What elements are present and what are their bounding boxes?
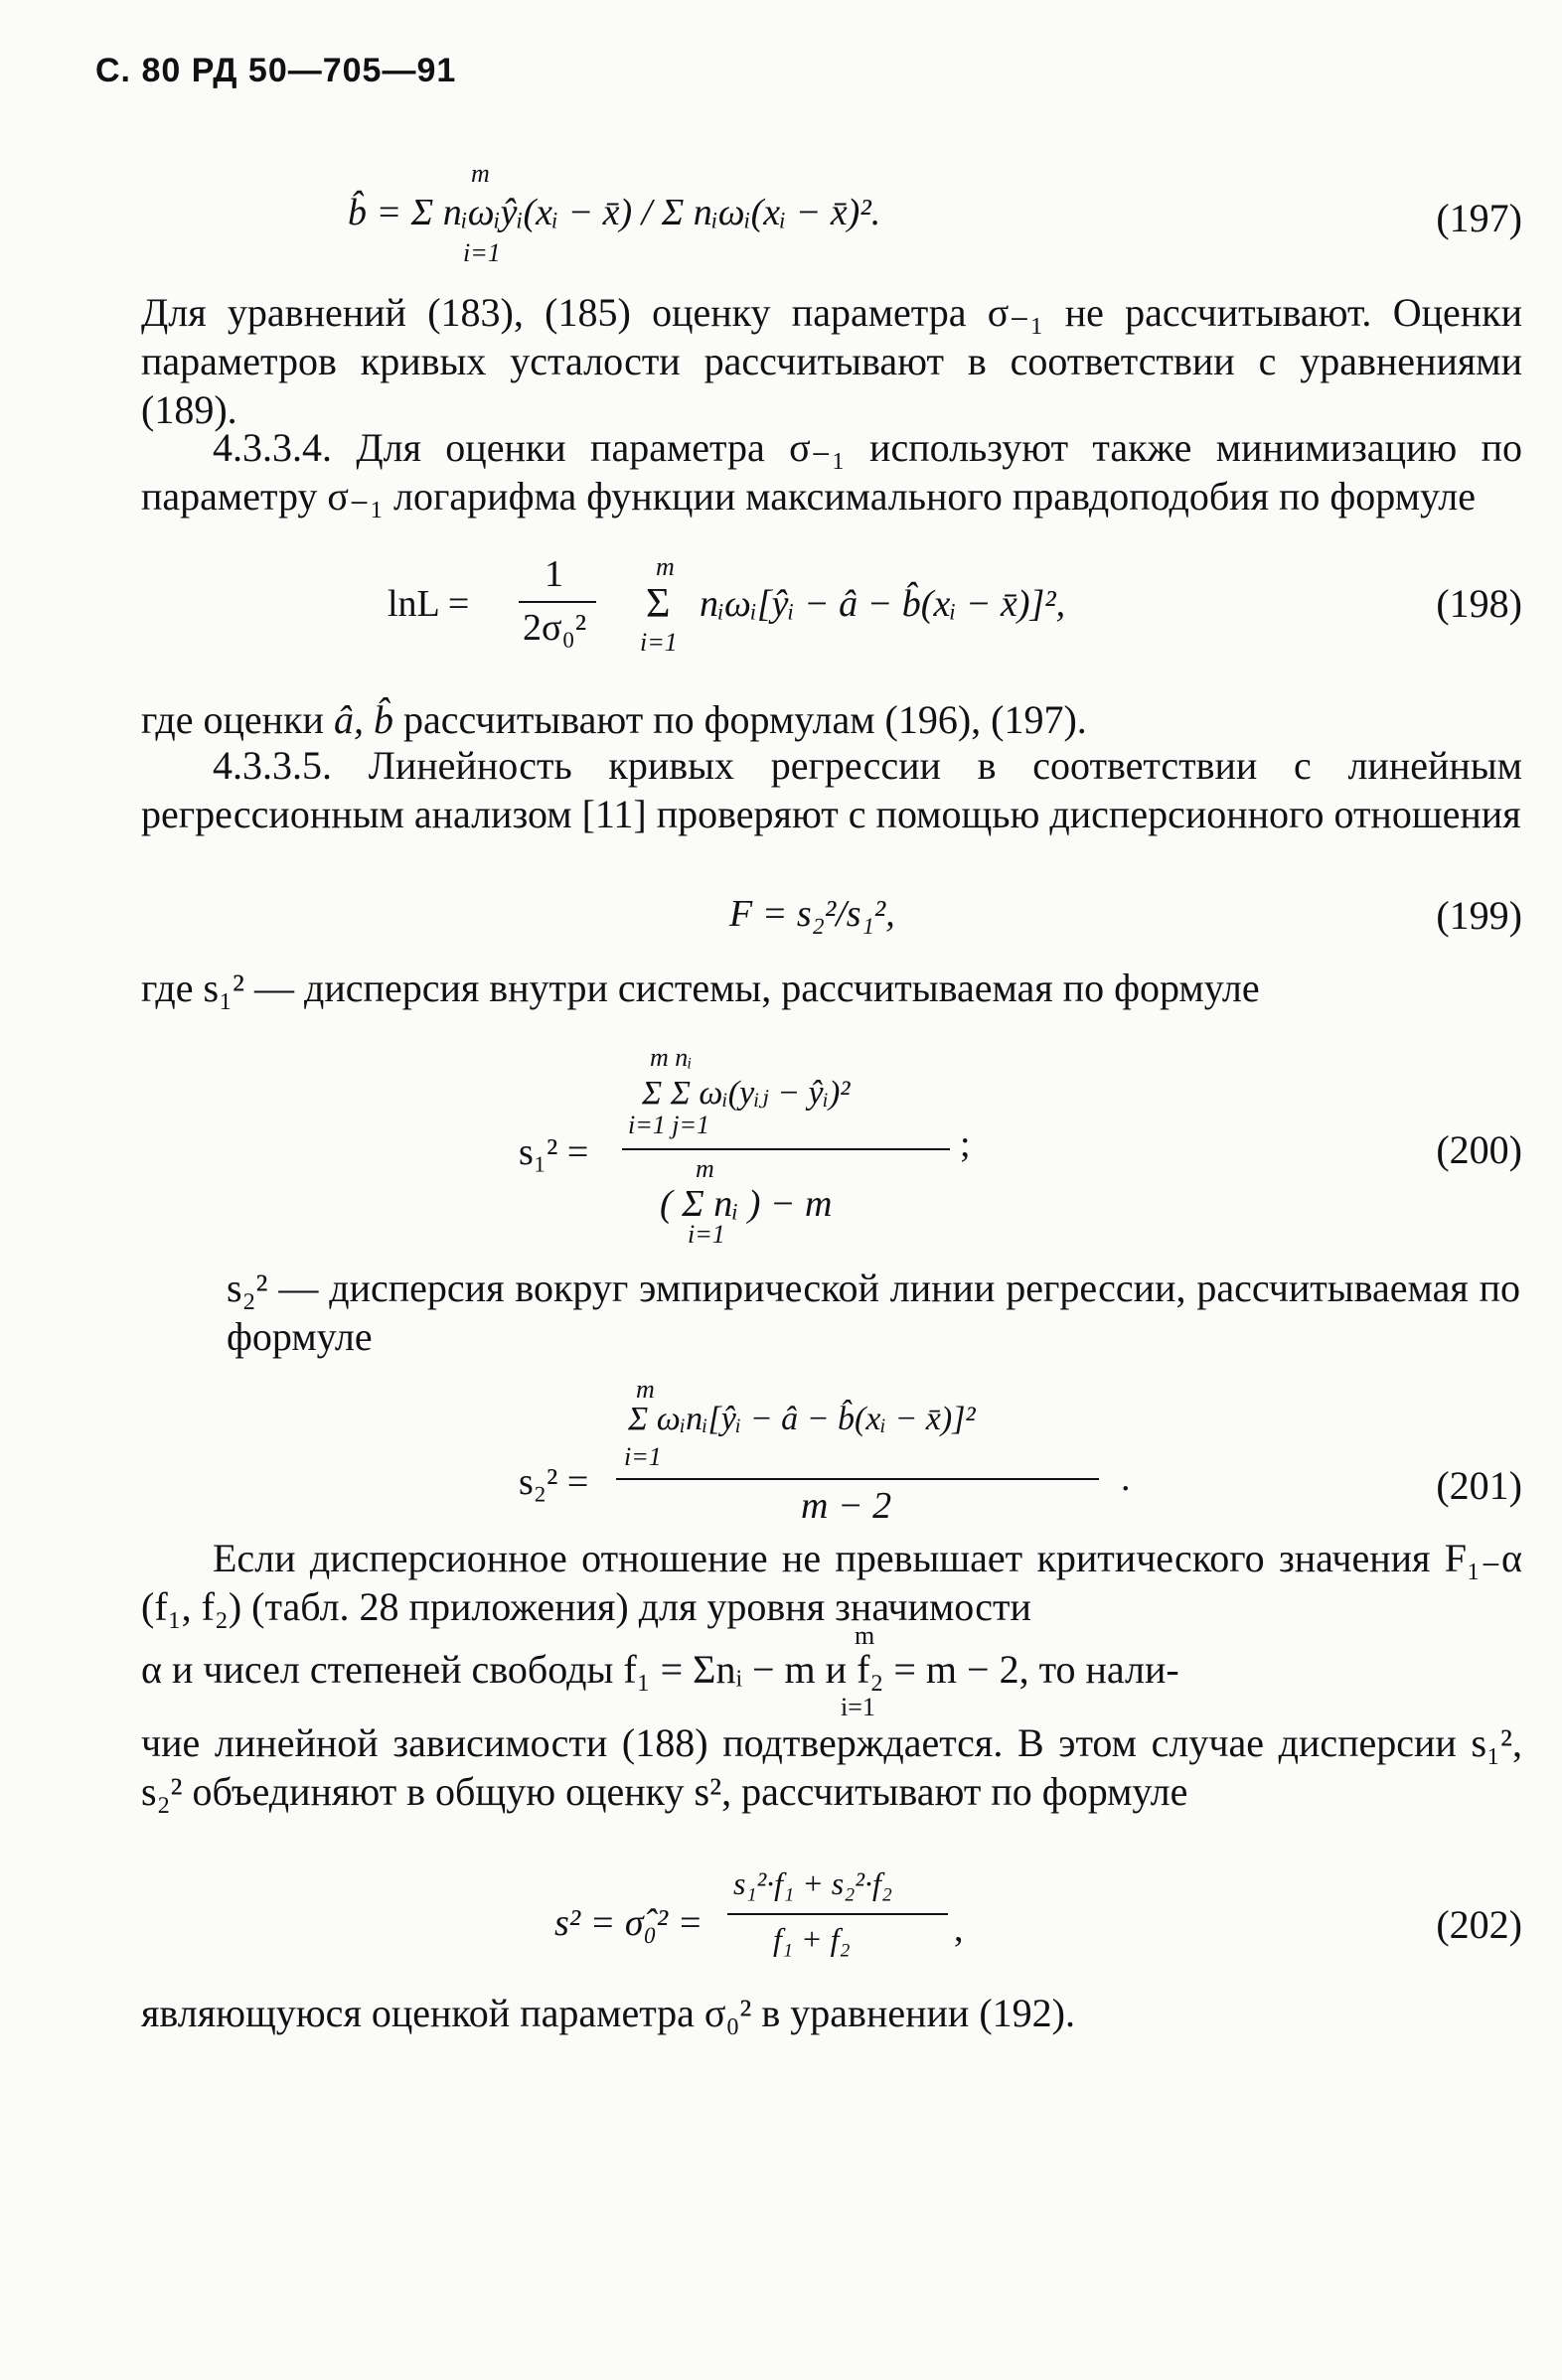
equation-number: (197) [1436,196,1522,240]
text-suffix: рассчитывают по формулам (196), (197). [392,697,1087,742]
trailing-punctuation: . [1121,1457,1131,1499]
sum-upper-limit: m [855,1621,875,1650]
trailing-punctuation: ; [960,1123,971,1165]
sum-upper-limit: m [636,1375,655,1404]
sum-lower-limit: i=1 [841,1693,875,1721]
sum-lower-limit: i=1 [624,1442,662,1471]
fraction-denominator: 2σ₀² [523,607,587,649]
fraction-numerator: 1 [545,553,563,595]
paragraph: чие линейной зависимости (188) подтверждается. В этом случае дисперсии s₁², s₂² объединяют в общую оценку s², рассчитывают по формуле [141,1720,1522,1814]
equation-lhs: s₁² = [519,1131,589,1173]
paragraph: являющуюся оценкой параметра σ₀² в уравнении (192). [141,1991,1075,2035]
equation-number: (199) [1436,893,1522,938]
equation-lhs: s₂² = [519,1461,589,1503]
page-header: С. 80 РД 50—705—91 [95,52,457,89]
paragraph-4-3-3-5: 4.3.3.5. Линейность кривых регрессии в соответствии с линейным регрессионным анализом [11] проверяют с помощью дисперсионного отношения [141,743,1522,836]
paragraph-4-3-3-4: 4.3.3.4. Для оценки параметра σ₋₁ используют также минимизацию по параметру σ₋₁ логарифма функции максимального правдоподобия по формуле [141,425,1522,519]
equation-expression: b̂ = Σ nᵢωᵢŷᵢ(xᵢ − x̄) / Σ nᵢωᵢ(xᵢ − x̄)². [348,192,881,233]
equation-number: (201) [1436,1463,1522,1508]
fraction-bar [622,1148,950,1150]
sum-lower-limit: i=1 [463,238,501,267]
numerator-expression: Σ ωᵢnᵢ[ŷᵢ − â − b̂(xᵢ − x̄)]² [628,1401,976,1437]
paragraph: где s₁² — дисперсия внутри системы, рассчитываемая по формуле [141,966,1260,1010]
text-prefix: где оценки [141,697,334,742]
equation-number: (200) [1436,1127,1522,1172]
denominator-expression: ( Σ nᵢ ) − m [660,1183,833,1225]
den-sum-lower: i=1 [688,1220,725,1249]
estimate-variables: â, b̂ [333,697,393,742]
sum-upper-limit: m [471,159,490,188]
sum-upper-limit: m [656,552,675,581]
fraction-bar [616,1478,1099,1480]
equation-expression: nᵢωᵢ[ŷᵢ − â − b̂(xᵢ − x̄)]², [700,583,1066,625]
fraction-numerator: s₁²·f₁ + s₂²·f₂ [733,1865,892,1901]
denominator-expression: m − 2 [801,1485,892,1527]
equation-number: (202) [1436,1902,1522,1947]
equation-expression: F = s₂²/s₁², [729,893,895,935]
fraction-denominator: f₁ + f₂ [773,1921,851,1957]
fraction-bar [519,601,596,603]
sum-lower-limit: i=1 [640,628,678,657]
sum-lower-limits: i=1 j=1 [628,1111,710,1139]
numerator-expression: Σ Σ ωᵢ(yᵢⱼ − ŷᵢ)² [642,1075,851,1112]
sum-upper-limits: m nᵢ [650,1043,693,1072]
paragraph: Если дисперсионное отношение не превышает критического значения F₁₋α (f₁, f₂) (табл. 28 приложения) для уровня значимости [141,1536,1522,1629]
den-sum-upper: m [696,1154,714,1183]
fraction-bar [727,1913,948,1915]
paragraph [141,695,1087,744]
trailing-punctuation: , [954,1908,964,1950]
equation-lhs: lnL = [388,583,470,625]
paragraph-line: α и чисел степеней свободы f₁ = Σnᵢ − m и f₂ = m − 2, то нали- [141,1647,1179,1692]
summation-sign: Σ [646,581,671,627]
paragraph: s₂² — дисперсия вокруг эмпирической линии регрессии, рассчитываемая по формуле [227,1265,1520,1359]
equation-number: (198) [1436,581,1522,626]
paragraph: Для уравнений (183), (185) оценку параметра σ₋₁ не рассчитывают. Оценки параметров кривых усталости рассчитывают в соответствии с уравнениями (189). [141,290,1522,432]
equation-lhs: s² = σ̂₀² = [554,1902,703,1944]
